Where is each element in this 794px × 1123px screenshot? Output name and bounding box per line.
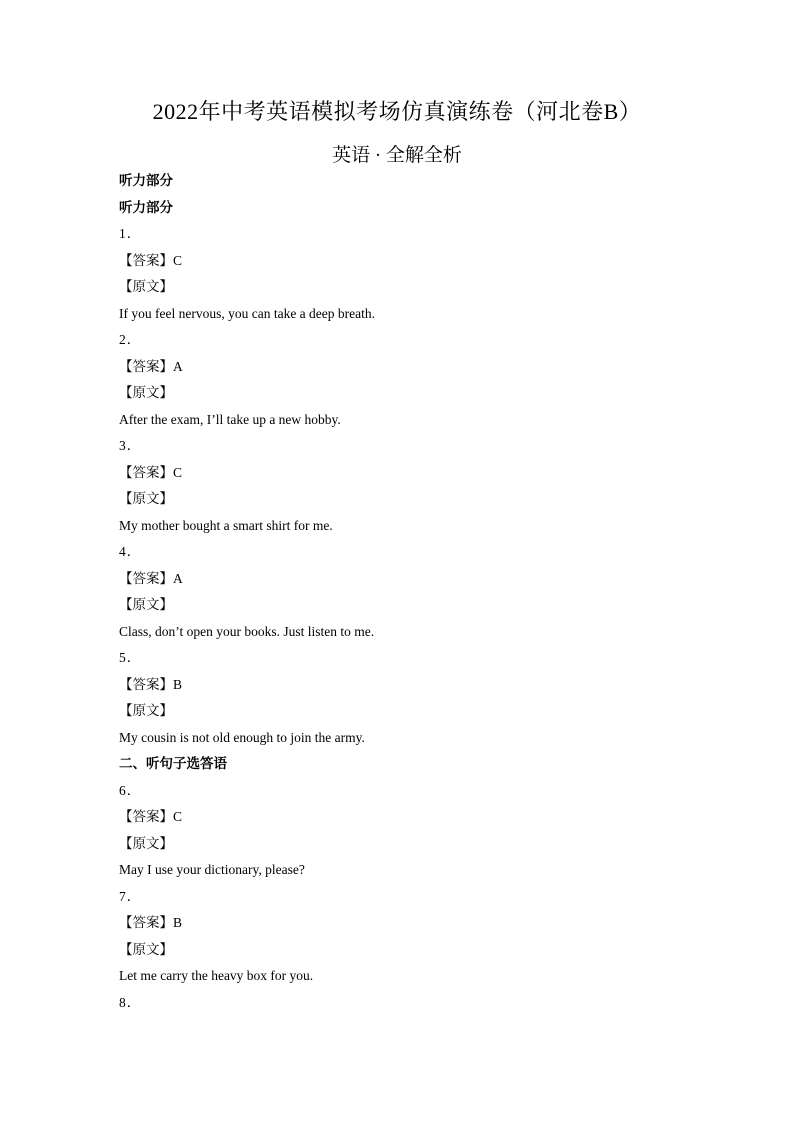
source-label: 【原文】 (119, 597, 173, 612)
section-header: 听力部分 (119, 199, 173, 215)
document-body (119, 168, 719, 1016)
source-label: 【原文】 (119, 491, 173, 506)
source-text: Let me carry the heavy box for you. (119, 968, 314, 983)
question-number: 5． (119, 650, 142, 665)
source-text: Class, don’t open your books. Just listen to me. (119, 623, 375, 639)
question-number: 2． (119, 332, 142, 347)
source-text: May I use your dictionary, please? (119, 862, 305, 877)
source-text: If you feel nervous, you can take a deep breath. (119, 305, 376, 321)
section-header: 二、听句子选答语 (119, 756, 227, 771)
source-text: My mother bought a smart shirt for me. (119, 517, 333, 533)
question-number: 4． (119, 544, 142, 559)
question-number: 1． (119, 226, 142, 241)
answer-line: 【答案】A (119, 570, 183, 586)
source-label: 【原文】 (119, 385, 173, 400)
source-label: 【原文】 (119, 279, 173, 294)
answer-line: 【答案】C (119, 809, 183, 824)
source-text: After the exam, I’ll take up a new hobby. (119, 411, 341, 427)
question-number: 3． (119, 438, 142, 453)
answer-line: 【答案】A (119, 358, 183, 374)
answer-line: 【答案】C (119, 252, 183, 268)
source-label: 【原文】 (119, 941, 173, 957)
source-label: 【原文】 (119, 835, 173, 851)
question-number: 6． (119, 782, 142, 798)
source-label: 【原文】 (119, 703, 173, 718)
answer-line: 【答案】C (119, 464, 183, 480)
answer-line: 【答案】B (119, 915, 183, 930)
page-title: 2022年中考英语模拟考场仿真演练卷（河北卷B） (152, 99, 642, 124)
page-subtitle: 英语 · 全解全析 (332, 145, 462, 166)
source-text: My cousin is not old enough to join the army. (119, 729, 365, 745)
question-number: 8． (119, 994, 142, 1010)
section-header: 听力部分 (119, 173, 173, 188)
answer-line: 【答案】B (119, 676, 183, 692)
question-number: 7． (119, 888, 142, 904)
